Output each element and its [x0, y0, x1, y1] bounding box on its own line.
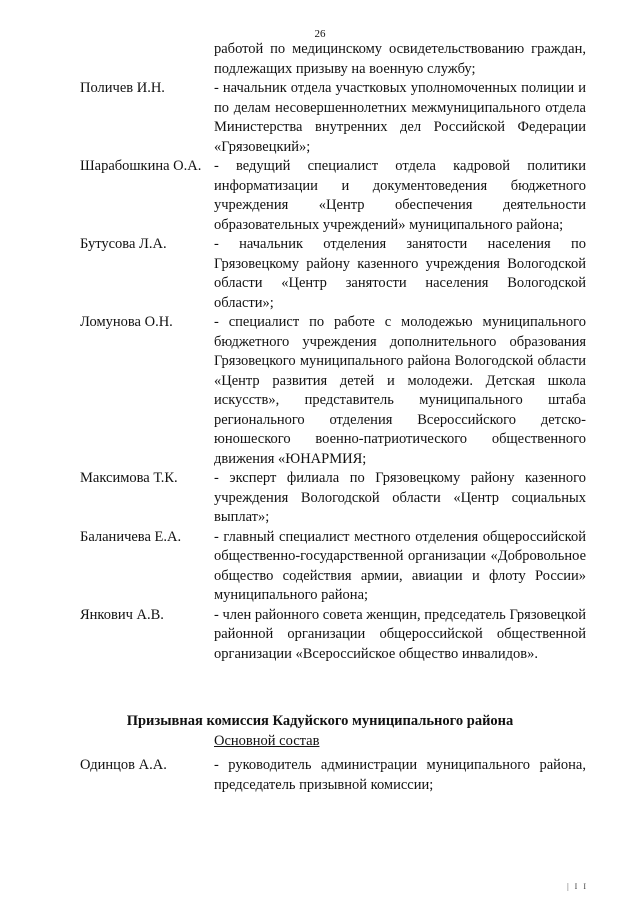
member-description: - главный специалист местного отделения общероссийской общественно-государственной организации «Добровольное общество содействия армии, авиации и флоту России» муниципального района; [214, 528, 586, 603]
section-title: Призывная комиссия Кадуйского муниципального района [126, 713, 514, 729]
member-list [0, 40, 640, 664]
member-name: Поличев И.Н. [80, 80, 165, 96]
member-description: - ведущий специалист отдела кадровой политики информатизации и документоведения бюджетного учреждения «Центр обеспечения деятельности образовательных учреждений» муниципального района; [214, 158, 586, 233]
page-number: 26 [314, 28, 326, 40]
member-entry [0, 313, 640, 469]
member-description: работой по медицинскому освидетельствованию граждан, подлежащих призыву на военную службу; [214, 41, 586, 77]
member-description: - начальник отделения занятости населения по Грязовецкому району казенного учреждения Вологодской области «Центр занятости населения Вологодской области»; [214, 236, 586, 311]
member-description: - специалист по работе с молодежью муниципального бюджетного учреждения дополнительного образования Грязовецкого муниципального района Вологодской области «Центр развития детей и молодежи. Детская школа искусств», представитель муниципального штаба регионального отделения Всероссийского детско-юношеского военно-патриотического общественного движения «ЮНАРМИЯ; [214, 314, 586, 467]
member-description: - эксперт филиала по Грязовецкому району казенного учреждения Вологодской области «Центр социальных выплат»; [214, 470, 586, 525]
member-name: Максимова Т.К. [80, 470, 178, 486]
member-name: Ломунова О.Н. [80, 314, 173, 330]
member-name: Шарабошкина О.А. [80, 158, 202, 174]
member-description: - руководитель администрации муниципального района, председатель призывной комиссии; [214, 757, 586, 793]
member-entry [0, 756, 640, 795]
member-entry [0, 79, 640, 157]
member-entry [0, 606, 640, 665]
member-list-kaduy [0, 756, 640, 795]
member-entry [0, 40, 640, 79]
member-entry [0, 157, 640, 235]
section-subtitle: Основной состав [214, 733, 320, 749]
member-name: Бутусова Л.А. [80, 236, 167, 252]
member-description: - начальник отдела участковых уполномоченных полиции и по делам несовершеннолетних межмуниципального отдела Министерства внутренних дел Российской Федерации «Грязовецкий»; [214, 80, 586, 155]
member-name: Янкович А.В. [80, 606, 164, 623]
member-name: Одинцов А.А. [80, 757, 167, 773]
member-entry [0, 235, 640, 313]
member-description: - член районного совета женщин, председатель Грязовецкой районной организации общероссийской общественной организации «Всероссийское общество инвалидов». [214, 606, 586, 662]
member-entry [0, 528, 640, 606]
corner-mark: | I I [567, 882, 588, 891]
member-entry [0, 469, 640, 528]
member-name: Баланичева Е.А. [80, 528, 182, 545]
